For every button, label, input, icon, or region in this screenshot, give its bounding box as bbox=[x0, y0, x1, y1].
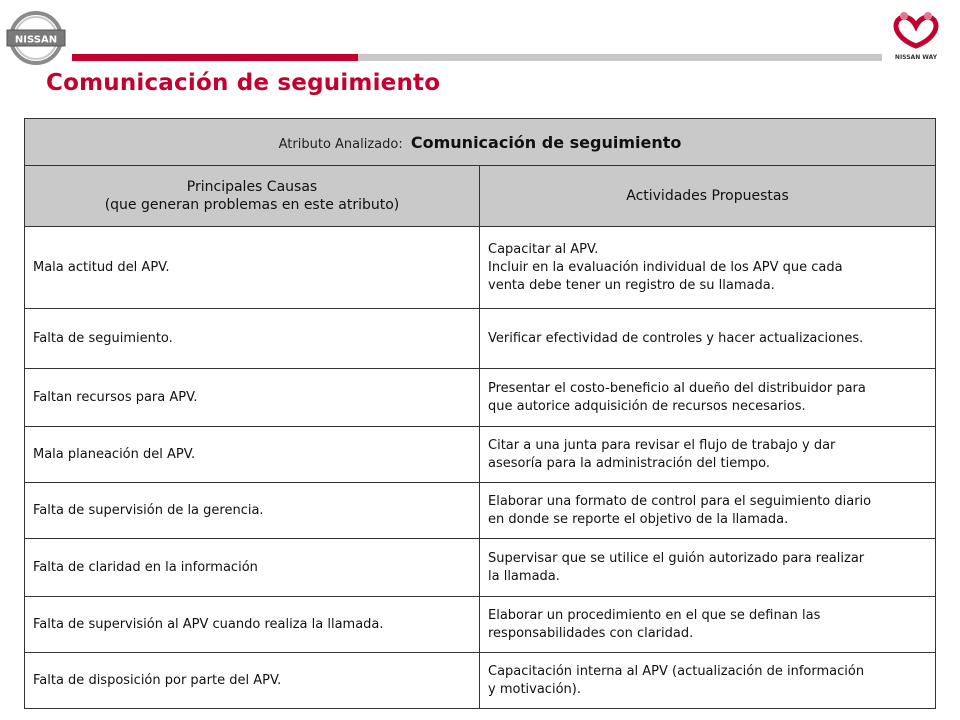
activity-cell bbox=[480, 653, 936, 709]
activity-line: Elaborar un procedimiento en el que se definan las bbox=[488, 607, 821, 623]
column-header-row bbox=[25, 166, 936, 227]
column-header-causes-line2: (que generan problemas en este atributo) bbox=[104, 197, 400, 213]
activity-cell bbox=[480, 597, 936, 653]
nissan-way-logo-text: NISSAN WAY bbox=[894, 54, 938, 61]
activity-line: Incluir en la evaluación individual de los APV que cada bbox=[488, 259, 843, 275]
attribute-header-row bbox=[25, 119, 936, 166]
table-row bbox=[25, 369, 936, 427]
activity-line: Supervisar que se utilice el guión autorizado para realizar bbox=[488, 550, 865, 566]
activity-line: asesoría para la administración del tiempo. bbox=[488, 455, 770, 471]
activity-cell bbox=[480, 539, 936, 597]
header-bar-gray bbox=[358, 54, 882, 61]
activity-cell bbox=[480, 427, 936, 483]
nissan-way-logo bbox=[888, 6, 944, 62]
activity-line: Elaborar una formato de control para el seguimiento diario bbox=[488, 493, 872, 509]
activity-line: y motivación). bbox=[488, 681, 581, 697]
table-row bbox=[25, 483, 936, 539]
activity-line: en donde se reporte el objetivo de la llamada. bbox=[488, 511, 789, 527]
table-row bbox=[25, 597, 936, 653]
table-row bbox=[25, 653, 936, 709]
table-row bbox=[25, 427, 936, 483]
activity-line: que autorice adquisición de recursos necesarios. bbox=[488, 398, 806, 414]
table-row bbox=[25, 539, 936, 597]
attribute-value: Comunicación de seguimiento bbox=[410, 132, 682, 152]
attribute-label: Atributo Analizado: bbox=[278, 136, 403, 152]
activity-line: Capacitar al APV. bbox=[488, 241, 599, 257]
activity-line: Presentar el costo-beneficio al dueño del distribuidor para bbox=[488, 380, 866, 396]
nissan-logo-text: NISSAN bbox=[14, 34, 58, 46]
cause-cell: Falta de seguimiento. bbox=[25, 309, 480, 369]
cause-cell: Falta de claridad en la información bbox=[25, 539, 480, 597]
cause-cell: Falta de disposición por parte del APV. bbox=[25, 653, 480, 709]
activity-cell bbox=[480, 369, 936, 427]
header-bar-red bbox=[72, 54, 358, 61]
activity-line: Capacitación interna al APV (actualización de información bbox=[488, 663, 865, 679]
activity-line: Citar a una junta para revisar el flujo de trabajo y dar bbox=[488, 437, 836, 453]
activity-cell bbox=[480, 483, 936, 539]
cause-cell: Mala planeación del APV. bbox=[25, 427, 480, 483]
analysis-table bbox=[24, 118, 936, 709]
activity-line: responsabilidades con claridad. bbox=[488, 625, 694, 641]
cause-cell: Falta de supervisión de la gerencia. bbox=[25, 483, 480, 539]
activity-line: Verificar efectividad de controles y hacer actualizaciones. bbox=[488, 330, 864, 346]
table-row bbox=[25, 227, 936, 309]
cause-cell: Mala actitud del APV. bbox=[25, 227, 480, 309]
attribute-header-cell bbox=[25, 119, 936, 166]
column-header-activities: Actividades Propuestas bbox=[480, 166, 936, 227]
activity-cell bbox=[480, 227, 936, 309]
page-title: Comunicación de seguimiento bbox=[46, 70, 441, 96]
column-header-causes-line1: Principales Causas bbox=[186, 179, 318, 195]
activity-cell bbox=[480, 309, 936, 369]
cause-cell: Faltan recursos para APV. bbox=[25, 369, 480, 427]
activity-line: la llamada. bbox=[488, 568, 560, 584]
activity-line: venta debe tener un registro de su llamada. bbox=[488, 277, 775, 293]
cause-cell: Falta de supervisión al APV cuando realiza la llamada. bbox=[25, 597, 480, 653]
table-row bbox=[25, 309, 936, 369]
nissan-logo bbox=[6, 8, 66, 68]
column-header-causes bbox=[25, 166, 480, 227]
